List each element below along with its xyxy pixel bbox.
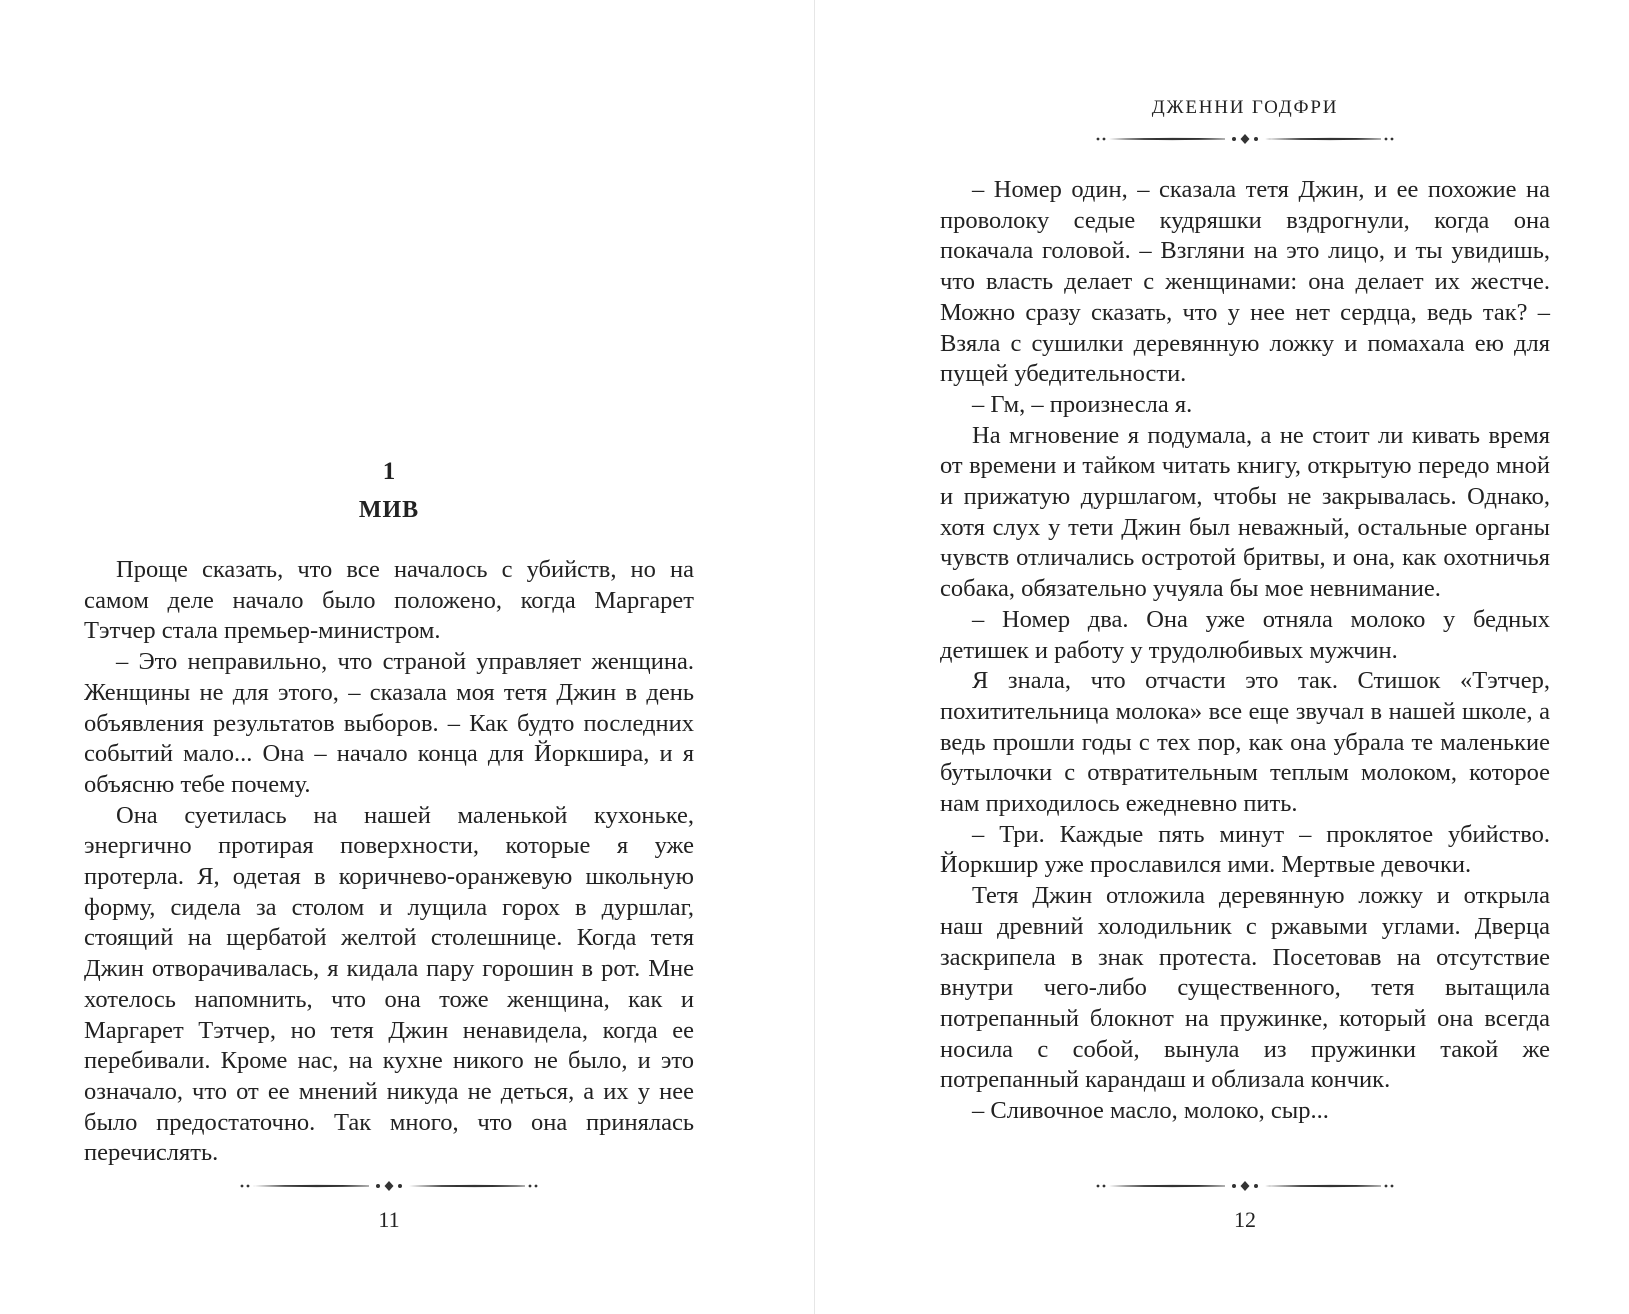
paragraph: – Номер два. Она уже отняла молоко у бедных детишек и работу у трудолюбивых мужчин. <box>940 605 1550 664</box>
paragraph: Тетя Джин отложила деревянную ложку и открыла наш древний холодильник с ржавыми углами. Дверца заскрипела в знак протеста. Посетовав на отсутствие внутри чего-либо существенного, тетя вытащила потрепанный блокнот на пружинке, который она всегда носила с собой, вынула из пружинки такой же потрепанный карандаш и облизала кончик. <box>940 882 1550 1094</box>
paragraph: Проще сказать, что все началось с убийств, но на самом деле начало было положено, когда Маргарет Тэтчер стала премьер-министром. <box>84 556 694 645</box>
ornamental-rule-icon <box>239 1178 539 1194</box>
page-number: 12 <box>1234 1207 1256 1232</box>
right-page-body <box>940 175 1550 1127</box>
paragraph: – Гм, – произнесла я. <box>972 390 1193 418</box>
paragraph: Я знала, что отчасти это так. Стишок «Тэтчер, похитительница молока» все еще звучал в нашей школе, а ведь прошли годы с тех пор, как она убрала те маленькие бутылочки с отвратительным теплым молоком, которое нам приходилось ежедневно пить. <box>940 667 1550 818</box>
ornamental-rule-icon <box>1095 1178 1395 1194</box>
paragraph: – Три. Каждые пять минут – проклятое убийство. Йоркшир уже прославился ими. Мертвые девочки. <box>940 820 1550 879</box>
running-head: ДЖЕННИ ГОДФРИ <box>1151 97 1339 118</box>
paragraph: На мгновение я подумала, а не стоит ли кивать время от времени и тайком читать книгу, открытую передо мной и прижатую дуршлагом, чтобы не закрывалась. Однако, хотя слух у тети Джин был неважный, остальные органы чувств отличались остротой бритвы, и она, как охотничья собака, обязательно учуяла бы мое невнимание. <box>940 421 1550 603</box>
ornamental-rule-icon <box>1095 131 1395 147</box>
chapter-title: МИВ <box>358 497 420 523</box>
paragraph: – Сливочное масло, молоко, сыр... <box>972 1097 1329 1125</box>
page-number: 11 <box>378 1207 400 1232</box>
right-page <box>815 0 1629 1314</box>
left-page-body <box>84 555 694 1169</box>
paragraph: Она суетилась на нашей маленькой кухоньке, энергично протирая поверхности, которые я уже протерла. Я, одетая в коричнево-оранжевую школьную форму, сидела за столом и лущила горох в дуршлаг, стоящий на щербатой желтой столешнице. Когда тетя Джин отворачивалась, я кидала пару горошин в рот. Мне хотелось напомнить, что она тоже женщина, как и Маргарет Тэтчер, но тетя Джин ненавидела, когда ее перебивали. Кроме нас, на кухне никого не было, и это означало, что от ее мнений никуда не деться, а их у нее было предостаточно. Так много, что она принялась перечислять. <box>84 801 694 1167</box>
paragraph: – Номер один, – сказала тетя Джин, и ее похожие на проволоку седые кудряшки вздрогнули, когда она покачала головой. – Взгляни на это лицо, и ты увидишь, что власть делает с женщинами: она делает их жестче. Можно сразу сказать, что у нее нет сердца, ведь так? – Взяла с сушилки деревянную ложку и помахала ею для пущей убедительности. <box>940 176 1550 388</box>
paragraph: – Это неправильно, что страной управляет женщина. Женщины не для этого, – сказала моя тетя Джин в день объявления результатов выборов. – Как будто последних событий мало... Она – начало конца для Йоркшира, и я объясню тебе почему. <box>84 648 694 798</box>
chapter-number: 1 <box>382 458 396 485</box>
left-page <box>0 0 814 1314</box>
